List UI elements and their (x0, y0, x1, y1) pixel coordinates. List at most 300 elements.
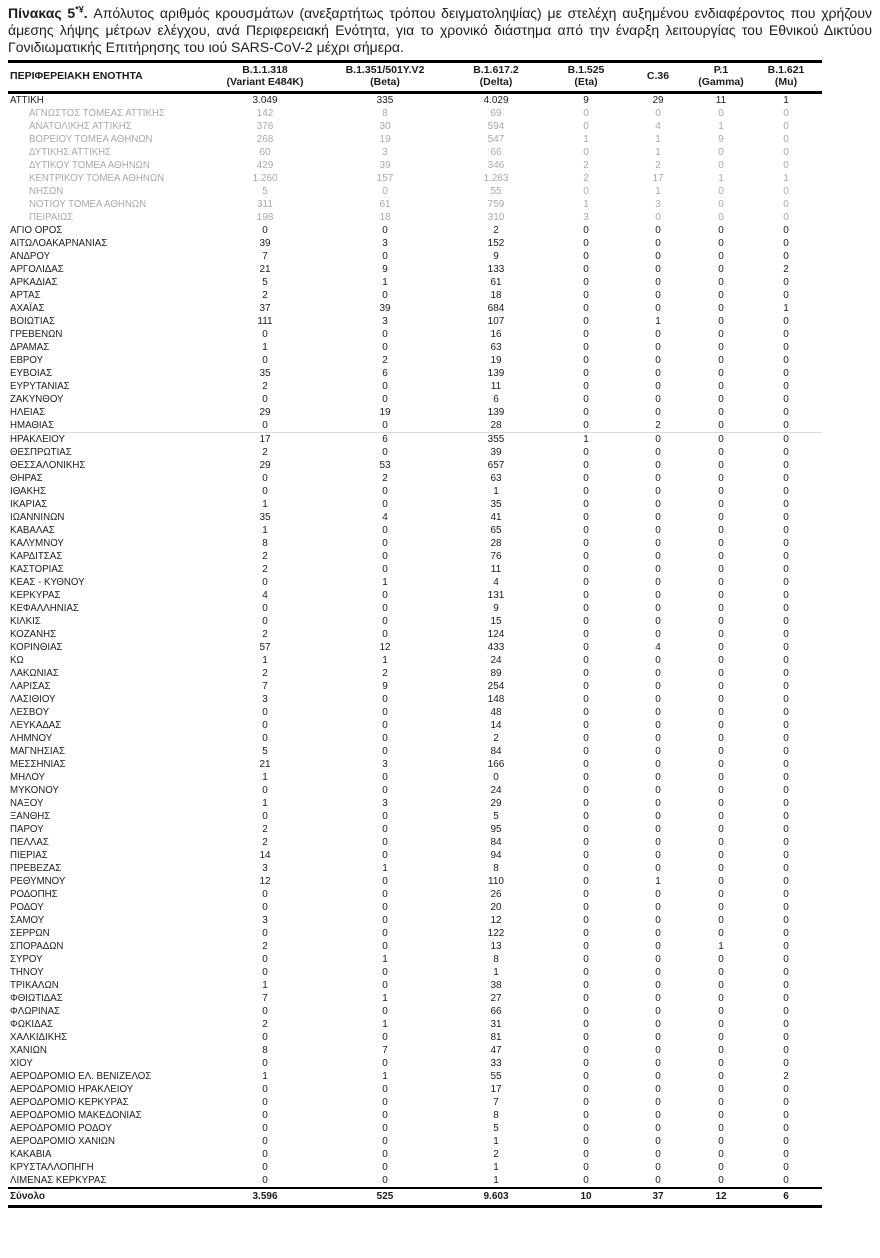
table-row (8, 1018, 822, 1031)
value-cell: 547 (487, 134, 505, 145)
value-cell: 5 (262, 277, 268, 288)
value-cell: 0 (655, 837, 661, 848)
value-cell: 0 (783, 1019, 789, 1030)
value-cell: 0 (655, 329, 661, 340)
value-cell: 148 (487, 694, 505, 705)
value-cell: 0 (382, 707, 388, 718)
value-cell: 0 (382, 342, 388, 353)
table-body (8, 93, 822, 1189)
value-cell: 15 (490, 616, 502, 627)
value-cell: 139 (487, 407, 505, 418)
value-cell: 0 (655, 499, 661, 510)
value-cell: 0 (655, 1149, 661, 1160)
value-cell: 0 (783, 1136, 789, 1147)
value-cell: 0 (783, 694, 789, 705)
value-cell: 0 (655, 1162, 661, 1173)
value-cell: 4 (655, 642, 661, 653)
value-cell: 0 (718, 850, 724, 861)
value-cell: 0 (718, 251, 724, 262)
value-cell: 0 (655, 1019, 661, 1030)
table-row (8, 263, 822, 276)
value-cell: 0 (583, 564, 589, 575)
value-cell: 0 (583, 277, 589, 288)
table-row (8, 1057, 822, 1070)
value-cell: 0 (783, 329, 789, 340)
value-cell: 0 (783, 1045, 789, 1056)
value-cell: 0 (783, 121, 789, 132)
value-cell: 0 (382, 251, 388, 262)
region-name: ΤΡΙΚΑΛΩΝ (10, 980, 59, 991)
value-cell: 0 (655, 785, 661, 796)
value-cell: 1 (382, 1019, 388, 1030)
region-name: ΣΠΟΡΑΔΩΝ (10, 941, 64, 952)
value-cell: 0 (783, 1175, 789, 1186)
region-name: ΗΡΑΚΛΕΙΟΥ (8, 433, 204, 447)
value-cell: 0 (262, 1058, 268, 1069)
value-cell: 47 (490, 1045, 502, 1056)
value-cell: 0 (655, 954, 661, 965)
region-name: ΑΕΡΟΔΡΟΜΙΟ ΜΑΚΕΔΟΝΙΑΣ (10, 1110, 142, 1121)
value-cell: 0 (262, 1006, 268, 1017)
region-name: ΚΙΛΚΙΣ (10, 616, 41, 627)
value-cell: 0 (783, 199, 789, 210)
value-cell: 0 (718, 290, 724, 301)
value-cell: 0 (583, 1136, 589, 1147)
value-cell: 0 (718, 186, 724, 197)
value-cell: 1 (783, 303, 789, 314)
value-cell: 0 (783, 134, 789, 145)
value-cell: 0 (583, 798, 589, 809)
table-row (8, 433, 822, 447)
value-cell: 0 (382, 967, 388, 978)
value-cell: 0 (718, 1058, 724, 1069)
value-cell: 0 (382, 381, 388, 392)
value-cell: 29 (259, 407, 271, 418)
value-cell: 0 (382, 889, 388, 900)
value-cell: 0 (655, 616, 661, 627)
region-name: ΣΥΡΟΥ (10, 954, 43, 965)
value-cell: 0 (382, 564, 388, 575)
value-cell: 0 (783, 499, 789, 510)
value-cell: 0 (718, 212, 724, 223)
value-cell: 3 (262, 694, 268, 705)
region-name: ΧΑΝΙΩΝ (10, 1045, 47, 1056)
value-cell: 0 (583, 394, 589, 405)
value-cell: 3 (382, 316, 388, 327)
value-cell: 0 (783, 1097, 789, 1108)
value-cell: 11 (490, 381, 502, 392)
column-header-beta: B.1.351/501Y.V2 (Beta) (345, 64, 425, 88)
value-cell: 0 (718, 733, 724, 744)
value-cell: 0 (655, 720, 661, 731)
value-cell: 0 (655, 915, 661, 926)
value-cell: 76 (490, 551, 502, 562)
value-cell: 8 (262, 1045, 268, 1056)
region-name: ΚΑΡΔΙΤΣΑΣ (10, 551, 63, 562)
value-cell: 0 (783, 407, 789, 418)
region-name: ΛΕΥΚΑΔΑΣ (10, 720, 62, 731)
value-cell: 84 (490, 837, 502, 848)
region-name: ΚΕΝΤΡΙΚΟΥ ΤΟΜΕΑ ΑΘΗΝΩΝ (29, 173, 165, 184)
value-cell: 0 (262, 1162, 268, 1173)
value-cell: 0 (783, 212, 789, 223)
region-name: ΗΜΑΘΙΑΣ (10, 420, 55, 431)
value-cell: 66 (490, 1006, 502, 1017)
value-cell: 0 (655, 277, 661, 288)
value-cell: 0 (718, 1162, 724, 1173)
table-row (8, 1070, 822, 1083)
table-row (8, 966, 822, 979)
value-cell: 0 (655, 1136, 661, 1147)
value-cell: 1 (382, 577, 388, 588)
table-row (8, 1135, 822, 1148)
table-caption-text: Απόλυτος αριθμός κρουσμάτων (ανεξαρτήτως τρόπου δειγματοληψίας) με στελέχη αυξημένου ενδιαφέροντος που χρήζουν άμεσης λήψης μέτρων ελέγχου, ανά Περιφερειακή Ενότητα, για το χρονικό διάστημα από την έναρξη λειτουργίας του Εθνικού Δικτύου Γονιδιωματικής Επιτήρησης του ιού SARS-CoV-2 μέχρι σήμερα. (8, 5, 872, 55)
value-cell: 0 (583, 668, 589, 679)
value-cell: 2 (262, 551, 268, 562)
value-cell: 0 (783, 473, 789, 484)
value-cell: 0 (262, 902, 268, 913)
region-name: ΚΕΡΚΥΡΑΣ (10, 590, 61, 601)
value-cell: 0 (783, 811, 789, 822)
value-cell: 0 (783, 590, 789, 601)
value-cell: 0 (382, 694, 388, 705)
region-name: ΛΕΣΒΟΥ (10, 707, 50, 718)
value-cell: 0 (382, 772, 388, 783)
value-cell: 7 (493, 1097, 499, 1108)
value-cell: 0 (783, 577, 789, 588)
value-cell: 0 (262, 889, 268, 900)
value-cell: 0 (718, 1032, 724, 1043)
value-cell: 0 (262, 355, 268, 366)
value-cell: 6 (382, 368, 388, 379)
value-cell: 1 (493, 486, 499, 497)
value-cell: 0 (718, 1149, 724, 1160)
value-cell: 0 (783, 889, 789, 900)
value-cell: 0 (655, 863, 661, 874)
value-cell: 0 (783, 746, 789, 757)
value-cell: 18 (490, 290, 502, 301)
value-cell: 0 (718, 277, 724, 288)
value-cell: 0 (783, 512, 789, 523)
value-cell: 2 (382, 355, 388, 366)
value-cell: 0 (783, 837, 789, 848)
value-cell: 0 (783, 564, 789, 575)
value-cell: 0 (655, 1058, 661, 1069)
value-cell: 5 (493, 1123, 499, 1134)
value-cell: 2 (262, 290, 268, 301)
value-cell: 14 (259, 850, 271, 861)
value-cell: 0 (583, 889, 589, 900)
value-cell: 0 (783, 1058, 789, 1069)
region-name: ΧΙΟΥ (10, 1058, 33, 1069)
value-cell: 0 (655, 694, 661, 705)
value-cell: 0 (583, 603, 589, 614)
value-cell: 30 (379, 121, 391, 132)
value-cell: 0 (583, 850, 589, 861)
value-cell: 0 (655, 394, 661, 405)
value-cell: 0 (718, 655, 724, 666)
region-name: ΚΑΣΤΟΡΙΑΣ (10, 564, 64, 575)
value-cell: 28 (490, 538, 502, 549)
table-row (8, 341, 822, 354)
value-cell: 0 (655, 473, 661, 484)
value-cell: 38 (490, 980, 502, 991)
value-cell: 21 (259, 264, 271, 275)
total-value-cell: 6 (783, 1191, 789, 1202)
value-cell: 3 (382, 238, 388, 249)
region-name: ΜΗΛΟΥ (10, 772, 46, 783)
value-cell: 0 (783, 824, 789, 835)
value-cell: 0 (583, 238, 589, 249)
value-cell: 8 (493, 954, 499, 965)
value-cell: 0 (783, 668, 789, 679)
value-cell: 65 (490, 525, 502, 536)
table-row (8, 93, 822, 108)
value-cell: 0 (262, 1123, 268, 1134)
value-cell: 0 (583, 473, 589, 484)
value-cell: 81 (490, 1032, 502, 1043)
table-row (8, 159, 822, 172)
value-cell: 433 (487, 642, 505, 653)
region-name: ΑΓΝΩΣΤΟΣ ΤΟΜΕΑΣ ΑΤΤΙΚΗΣ (29, 108, 165, 119)
value-cell: 4 (655, 121, 661, 132)
region-name: ΡΕΘΥΜΝΟΥ (10, 876, 66, 887)
table-row (8, 797, 822, 810)
value-cell: 0 (583, 642, 589, 653)
value-cell: 0 (583, 928, 589, 939)
value-cell: 0 (783, 147, 789, 158)
table-row (8, 888, 822, 901)
value-cell: 0 (655, 407, 661, 418)
value-cell: 0 (382, 590, 388, 601)
value-cell: 0 (718, 616, 724, 627)
value-cell: 0 (583, 121, 589, 132)
region-name: ΙΘΑΚΗΣ (10, 486, 46, 497)
column-header-c36: C.36 (646, 69, 670, 82)
value-cell: 0 (655, 967, 661, 978)
value-cell: 1 (655, 876, 661, 887)
value-cell: 1 (262, 1071, 268, 1082)
value-cell: 0 (783, 108, 789, 119)
table-row (8, 875, 822, 888)
value-cell: 0 (382, 733, 388, 744)
value-cell: 0 (718, 1045, 724, 1056)
value-cell: 0 (718, 980, 724, 991)
value-cell: 0 (262, 1084, 268, 1095)
value-cell: 0 (583, 147, 589, 158)
value-cell: 4.029 (483, 95, 509, 106)
value-cell: 1 (655, 147, 661, 158)
table-row (8, 380, 822, 393)
value-cell: 0 (583, 772, 589, 783)
value-cell: 2 (493, 1149, 499, 1160)
value-cell: 2 (262, 564, 268, 575)
value-cell: 29 (490, 798, 502, 809)
value-cell: 131 (487, 590, 505, 601)
value-cell: 39 (379, 160, 391, 171)
region-name: ΕΥΒΟΙΑΣ (10, 368, 53, 379)
table-row (8, 732, 822, 745)
value-cell: 4 (382, 512, 388, 523)
value-cell: 0 (718, 225, 724, 236)
region-name: ΚΑΒΑΛΑΣ (10, 525, 55, 536)
value-cell: 0 (718, 512, 724, 523)
region-name: ΡΟΔΟΠΗΣ (10, 889, 58, 900)
value-cell: 0 (583, 329, 589, 340)
table-row (8, 862, 822, 875)
region-name: ΠΙΕΡΙΑΣ (10, 850, 48, 861)
value-cell: 0 (583, 759, 589, 770)
value-cell: 0 (718, 447, 724, 458)
value-cell: 60 (259, 147, 271, 158)
value-cell: 0 (382, 941, 388, 952)
table-row (8, 641, 822, 654)
value-cell: 4 (262, 590, 268, 601)
table-row (8, 185, 822, 198)
value-cell: 0 (783, 1006, 789, 1017)
value-cell: 0 (718, 564, 724, 575)
table-caption (8, 5, 872, 56)
value-cell: 0 (382, 329, 388, 340)
value-cell: 39 (490, 447, 502, 458)
value-cell: 0 (583, 694, 589, 705)
value-cell: 1 (262, 798, 268, 809)
value-cell: 0 (583, 811, 589, 822)
table-row (8, 211, 822, 224)
value-cell: 0 (583, 967, 589, 978)
value-cell: 16 (490, 329, 502, 340)
value-cell: 429 (256, 160, 274, 171)
value-cell: 7 (262, 993, 268, 1004)
region-name: ΒΟΡΕΙΟΥ ΤΟΜΕΑ ΑΘΗΝΩΝ (29, 134, 153, 145)
value-cell: 0 (718, 824, 724, 835)
value-cell: 0 (262, 616, 268, 627)
value-cell: 0 (718, 720, 724, 731)
table-row (8, 745, 822, 758)
value-cell: 0 (583, 447, 589, 458)
value-cell: 0 (718, 342, 724, 353)
value-cell: 0 (655, 1071, 661, 1082)
value-cell: 0 (783, 290, 789, 301)
value-cell: 3 (382, 147, 388, 158)
value-cell: 0 (262, 1149, 268, 1160)
table-row (8, 537, 822, 550)
value-cell: 0 (583, 499, 589, 510)
value-cell: 0 (655, 238, 661, 249)
value-cell: 0 (783, 551, 789, 562)
table-row (8, 498, 822, 511)
value-cell: 0 (583, 303, 589, 314)
value-cell: 2 (382, 668, 388, 679)
table-row (8, 315, 822, 328)
value-cell: 5 (262, 746, 268, 757)
value-cell: 3 (382, 798, 388, 809)
value-cell: 0 (718, 785, 724, 796)
region-name: ΚΑΚΑΒΙΑ (10, 1149, 52, 1160)
value-cell: 2 (493, 225, 499, 236)
value-cell: 1 (262, 772, 268, 783)
value-cell: 0 (718, 264, 724, 275)
value-cell: 0 (783, 1123, 789, 1134)
value-cell: 0 (655, 655, 661, 666)
value-cell: 0 (583, 1071, 589, 1082)
value-cell: 0 (783, 160, 789, 171)
table-row (8, 1161, 822, 1174)
value-cell: 0 (583, 1110, 589, 1121)
value-cell: 1 (382, 863, 388, 874)
value-cell: 33 (490, 1058, 502, 1069)
value-cell: 0 (583, 863, 589, 874)
value-cell: 355 (444, 433, 548, 447)
value-cell: 310 (487, 212, 505, 223)
region-name: ΑΓΙΟ ΟΡΟΣ (10, 225, 63, 236)
value-cell: 0 (382, 525, 388, 536)
value-cell: 2 (583, 160, 589, 171)
value-cell: 0 (655, 1032, 661, 1043)
value-cell: 0 (718, 329, 724, 340)
table-row (8, 589, 822, 602)
value-cell: 0 (718, 772, 724, 783)
table-row (8, 1174, 822, 1188)
value-cell: 0 (262, 954, 268, 965)
value-cell: 0 (783, 720, 789, 731)
table-row (8, 836, 822, 849)
column-header-b11318: B.1.1.318 (Variant E484K) (226, 64, 304, 88)
region-name: ΑΕΡΟΔΡΟΜΙΟ ΗΡΑΚΛΕΙΟΥ (10, 1084, 134, 1095)
region-name: ΖΑΚΥΝΘΟΥ (10, 394, 64, 405)
value-cell: 657 (487, 460, 505, 471)
value-cell: 0 (718, 707, 724, 718)
value-cell: 0 (655, 759, 661, 770)
value-cell: 0 (262, 733, 268, 744)
region-name: ΑΤΤΙΚΗ (10, 95, 44, 106)
value-cell: 11 (490, 564, 502, 575)
value-cell: 0 (583, 264, 589, 275)
value-cell: 8 (262, 538, 268, 549)
region-name: ΗΛΕΙΑΣ (10, 407, 46, 418)
value-cell: 2 (262, 668, 268, 679)
value-cell: 3 (262, 863, 268, 874)
value-cell: 0 (783, 1149, 789, 1160)
table-row (8, 524, 822, 537)
value-cell: 0 (783, 902, 789, 913)
value-cell: 0 (262, 1110, 268, 1121)
value-cell: 0 (382, 420, 388, 431)
value-cell: 0 (783, 186, 789, 197)
value-cell: 1 (262, 525, 268, 536)
value-cell: 0 (583, 290, 589, 301)
table-row (8, 849, 822, 862)
value-cell: 29 (259, 460, 271, 471)
total-value-cell: 37 (652, 1191, 664, 1202)
total-value-cell: 3.596 (252, 1191, 278, 1202)
value-cell: 0 (655, 460, 661, 471)
value-cell: 6 (493, 394, 499, 405)
table-row (8, 1122, 822, 1135)
value-cell: 0 (382, 928, 388, 939)
value-cell: 0 (262, 1136, 268, 1147)
value-cell: 1 (583, 134, 589, 145)
region-name: ΝΗΣΩΝ (29, 186, 64, 197)
value-cell: 0 (783, 759, 789, 770)
value-cell: 0 (382, 186, 388, 197)
value-cell: 0 (718, 837, 724, 848)
value-cell: 166 (487, 759, 505, 770)
value-cell: 1 (493, 1175, 499, 1186)
value-cell: 9 (493, 603, 499, 614)
value-cell: 84 (490, 746, 502, 757)
value-cell: 0 (655, 551, 661, 562)
